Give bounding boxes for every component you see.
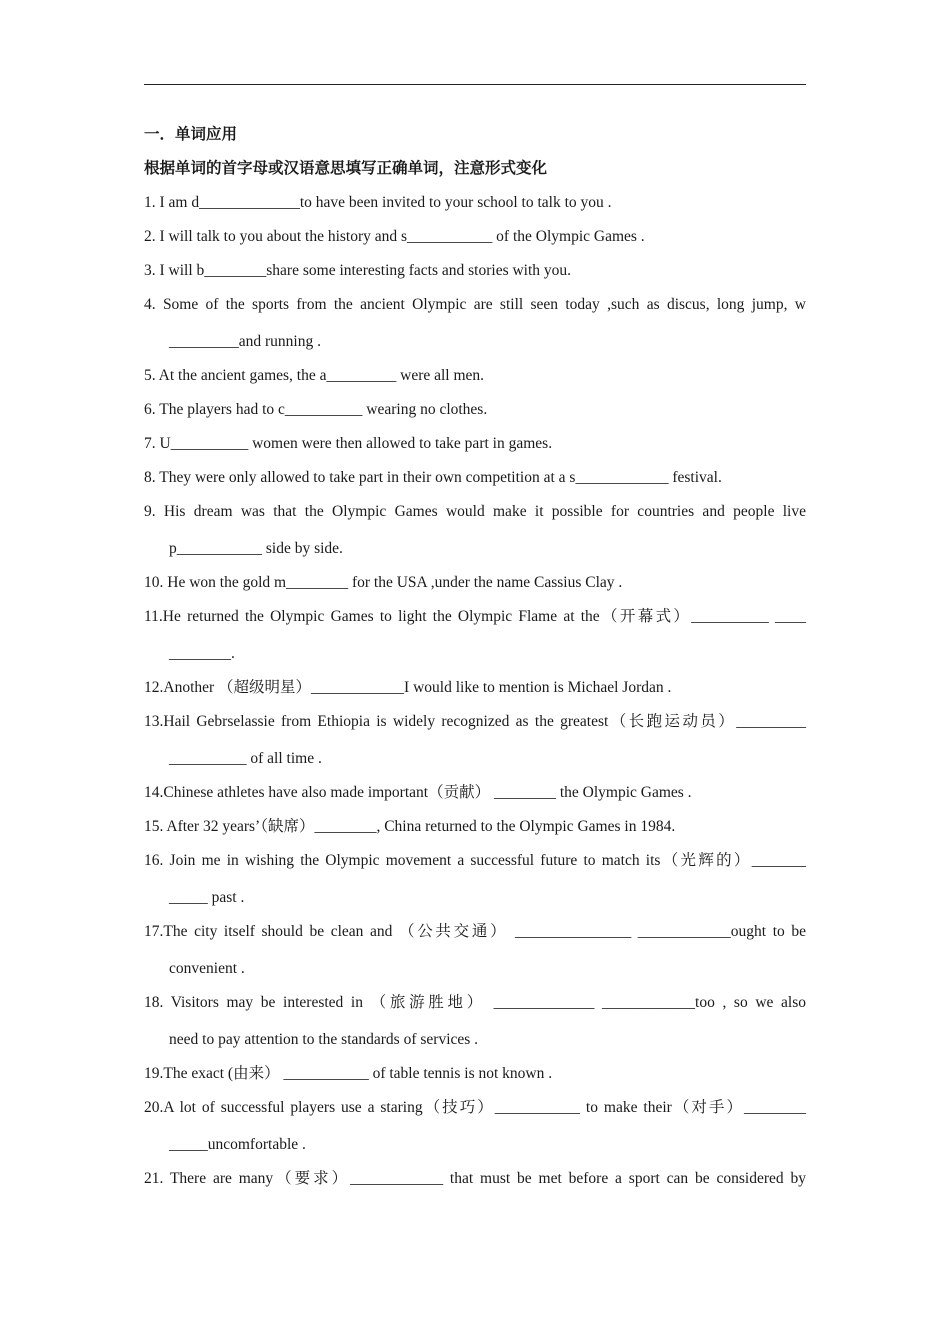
question-15: 15. After 32 years’（缺席）________, China returned to the Olympic Games in 1984.: [144, 818, 676, 835]
worksheet-body: [144, 124, 806, 1202]
question-8: 8. They were only allowed to take part in their own competition at a s____________ festival.: [144, 469, 722, 486]
section-title: 一．单词应用: [144, 126, 238, 143]
instruction: 根据单词的首字母或汉语意思填写正确单词，注意形式变化: [144, 160, 548, 177]
question-3: 3. I will b________share some interesting facts and stories with you.: [144, 262, 572, 279]
question-12: 12.Another （超级明星）____________I would like to mention is Michael Jordan .: [144, 679, 672, 696]
question-2: 2. I will talk to you about the history and s___________ of the Olympic Games .: [144, 228, 645, 245]
question-7: 7. U__________ women were then allowed to take part in games.: [144, 435, 553, 452]
question-6: 6. The players had to c__________ wearing no clothes.: [144, 401, 488, 418]
question-20: 20.A lot of successful players use a staring（技巧）___________ to make their（对手）________ _____uncomfortable .: [144, 1099, 806, 1153]
header-rule: [144, 84, 806, 85]
question-14: 14.Chinese athletes have also made important（贡献） ________ the Olympic Games .: [144, 784, 692, 801]
question-17: 17.The city itself should be clean and （公共交通） _______________ ____________ought to be convenient .: [144, 923, 806, 977]
question-11: 11.He returned the Olympic Games to light the Olympic Flame at the（开幕式）__________ ____ ________.: [144, 608, 806, 662]
question-19: 19.The exact (由来） ___________ of table tennis is not known .: [144, 1065, 553, 1082]
question-5: 5. At the ancient games, the a_________ were all men.: [144, 367, 485, 384]
question-4: 4. Some of the sports from the ancient Olympic are still seen today ,such as discus, long jump, w _________and running .: [144, 296, 806, 350]
question-1: 1. I am d_____________to have been invited to your school to talk to you .: [144, 194, 612, 211]
question-9: 9. His dream was that the Olympic Games would make it possible for countries and people live p___________ side by side.: [144, 503, 806, 557]
question-13: 13.Hail Gebrselassie from Ethiopia is widely recognized as the greatest（长跑运动员）_________ __________ of all time .: [144, 713, 806, 767]
question-18: 18. Visitors may be interested in （旅游胜地） _____________ ____________too , so we also need to pay attention to the standards of services .: [144, 994, 806, 1048]
question-10: 10. He won the gold m________ for the USA ,under the name Cassius Clay .: [144, 574, 623, 591]
question-21: 21. There are many（要求）____________ that must be met before a sport can be considered by: [144, 1170, 806, 1187]
question-16: 16. Join me in wishing the Olympic movement a successful future to match its（光辉的）_______ _____ past .: [144, 852, 806, 906]
